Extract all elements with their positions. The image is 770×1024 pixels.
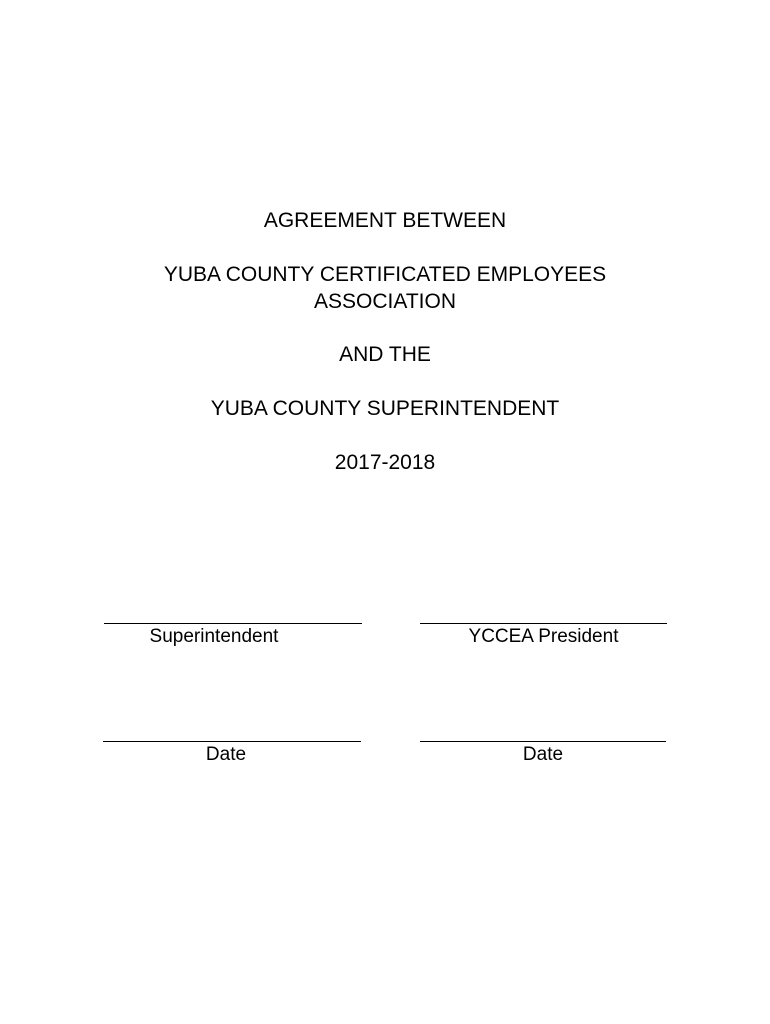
superintendent-signature-line xyxy=(104,623,362,624)
president-signature-label: YCCEA President xyxy=(468,626,619,647)
superintendent-signature-label: Superintendent xyxy=(149,626,279,647)
and-the-line: AND THE xyxy=(339,343,431,366)
president-signature-line xyxy=(420,623,667,624)
president-date-line xyxy=(420,741,666,742)
superintendent-heading: YUBA COUNTY SUPERINTENDENT xyxy=(210,397,560,420)
agreement-years: 2017-2018 xyxy=(334,451,436,474)
association-name-line2: ASSOCIATION xyxy=(314,290,456,313)
association-name-line1: YUBA COUNTY CERTIFICATED EMPLOYEES xyxy=(163,263,607,286)
superintendent-date-label: Date xyxy=(205,744,247,765)
superintendent-date-line xyxy=(103,741,361,742)
agreement-heading: AGREEMENT BETWEEN xyxy=(263,209,507,232)
president-date-label: Date xyxy=(522,744,564,765)
